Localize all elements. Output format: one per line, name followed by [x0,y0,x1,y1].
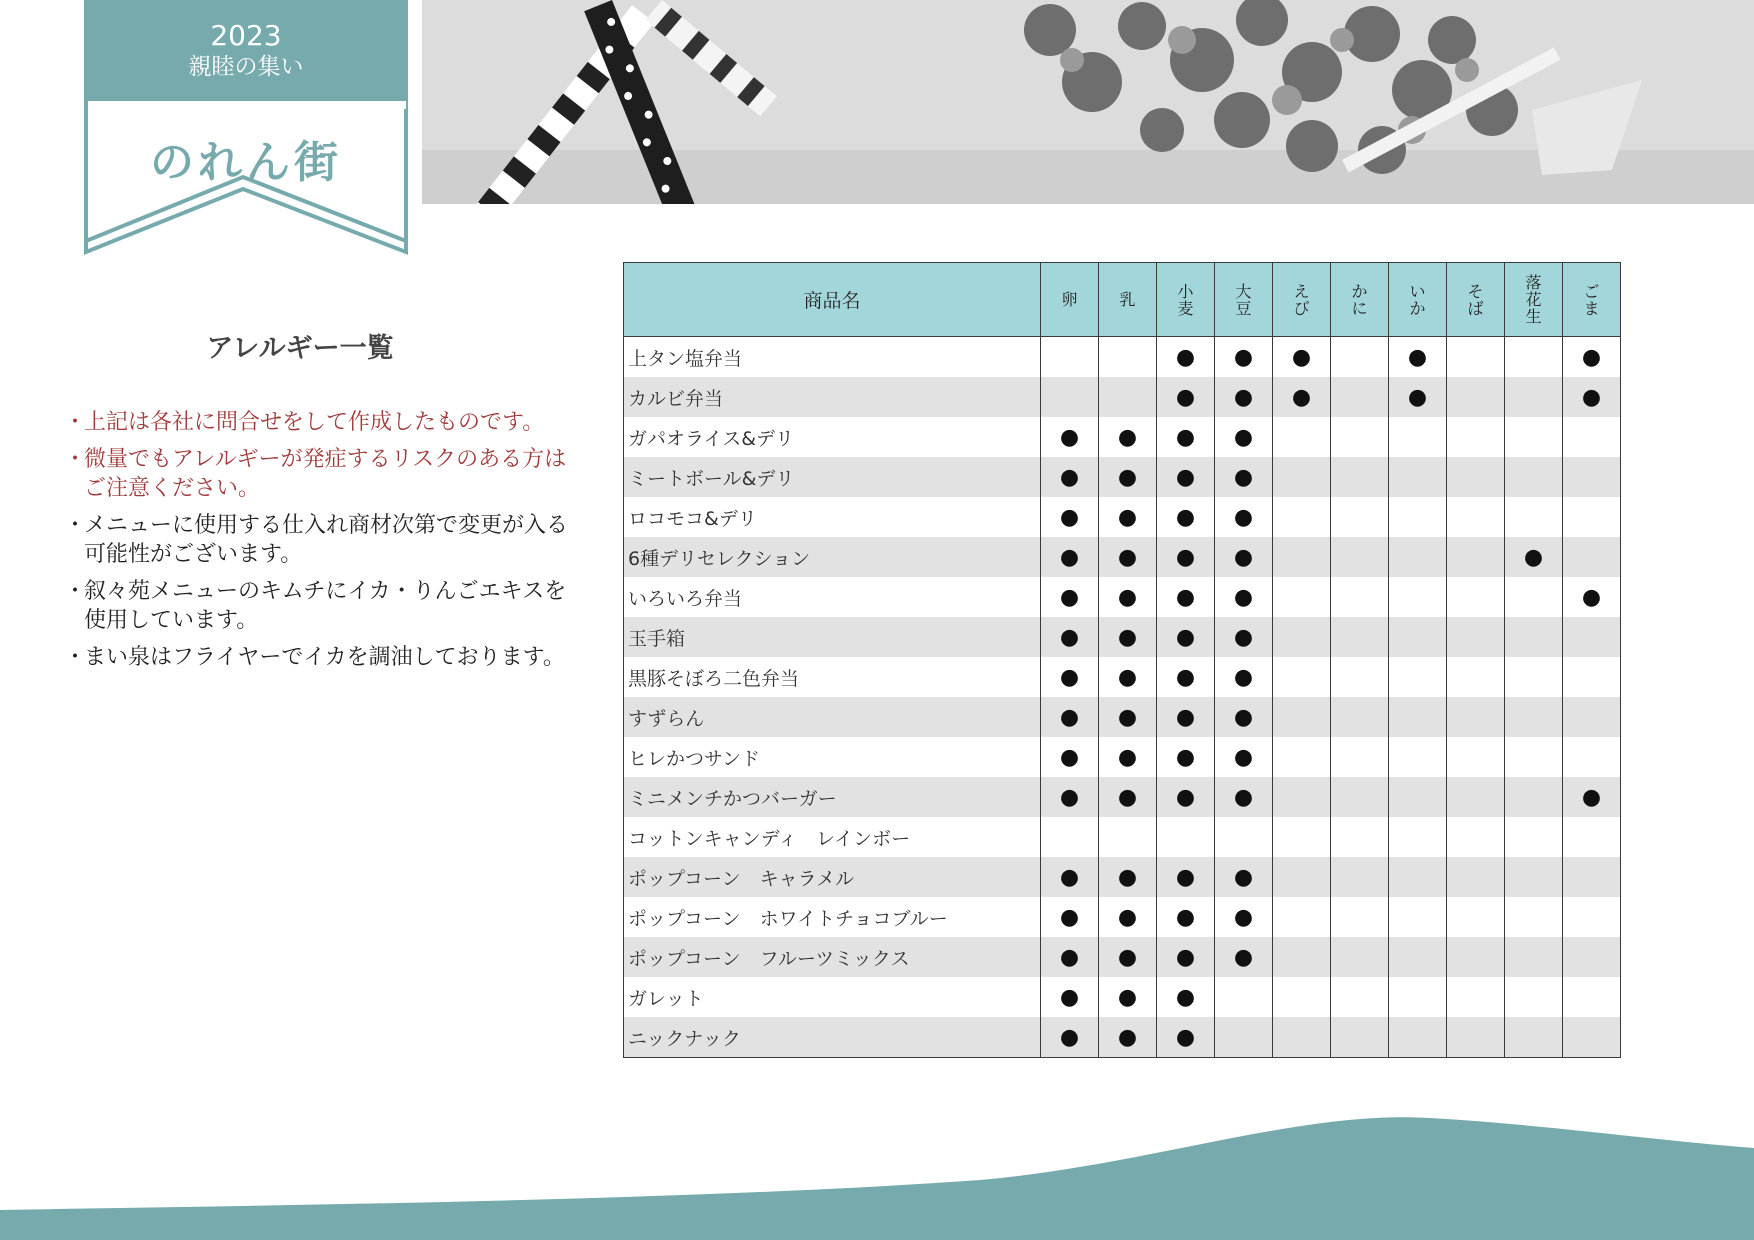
header-photo [382,0,1754,204]
allergen-header: 小麦 [1157,263,1215,337]
allergen-cell [1447,377,1505,417]
product-name-cell: いろいろ弁当 [624,577,1041,617]
allergen-cell: ● [1157,497,1215,537]
allergen-cell: ● [1563,377,1621,417]
allergen-cell: ● [1041,497,1099,537]
allergen-cell [1447,617,1505,657]
table-row [624,737,1621,777]
allergen-cell: ● [1041,937,1099,977]
allergen-cell [1273,657,1331,697]
product-name-cell: 玉手箱 [624,617,1041,657]
table-row [624,337,1621,378]
table-row [624,937,1621,977]
allergen-header: 乳 [1099,263,1157,337]
allergen-cell [1505,817,1563,857]
allergen-header: ごま [1563,263,1621,337]
allergen-cell [1389,1017,1447,1058]
allergen-cell [1563,657,1621,697]
allergen-cell [1273,937,1331,977]
allergen-cell [1447,577,1505,617]
allergen-cell [1447,497,1505,537]
allergen-cell: ● [1099,497,1157,537]
allergen-cell: ● [1099,417,1157,457]
note-item: ・ 上記は各社に問合せをして作成したものです。 [64,410,545,435]
product-name-cell: ポップコーン キャラメル [624,857,1041,897]
allergen-cell [1505,937,1563,977]
allergen-cell [1331,457,1389,497]
allergen-cell [1215,1017,1273,1058]
allergen-cell [1505,737,1563,777]
allergen-cell [1331,857,1389,897]
allergen-header: えび [1273,263,1331,337]
allergen-cell [1505,377,1563,417]
allergen-cell: ● [1389,337,1447,378]
allergen-cell [1041,377,1099,417]
allergen-cell [1273,497,1331,537]
allergen-cell [1331,377,1389,417]
allergen-cell [1273,977,1331,1017]
product-name-cell: コットンキャンディ レインボー [624,817,1041,857]
note-item: ・ まい泉はフライヤーでイカを調油しております。 [64,645,565,670]
allergen-cell: ● [1099,897,1157,937]
allergen-cell: ● [1215,497,1273,537]
allergen-cell: ● [1157,737,1215,777]
allergen-cell [1099,337,1157,378]
straws-popcorn-image [382,0,1754,204]
allergen-cell [1331,1017,1389,1058]
allergen-cell [1041,337,1099,378]
table-row [624,897,1621,937]
allergen-cell [1505,777,1563,817]
allergen-cell [1563,817,1621,857]
allergen-cell [1331,817,1389,857]
allergen-cell: ● [1041,1017,1099,1058]
product-name-cell: ニックナック [624,1017,1041,1058]
product-name-cell: ガパオライス&デリ [624,417,1041,457]
allergen-cell: ● [1215,457,1273,497]
allergen-cell [1331,937,1389,977]
allergen-cell: ● [1215,537,1273,577]
product-name-cell: 黒豚そぼろ二色弁当 [624,657,1041,697]
allergen-cell: ● [1157,337,1215,378]
table-row [624,457,1621,497]
allergen-cell [1447,937,1505,977]
allergen-cell [1273,537,1331,577]
product-name-cell: ポップコーン フルーツミックス [624,937,1041,977]
allergen-cell [1389,577,1447,617]
store-name: のれん街 [150,137,342,188]
allergen-cell: ● [1099,537,1157,577]
allergen-cell: ● [1273,377,1331,417]
allergen-cell [1505,657,1563,697]
table-row [624,817,1621,857]
allergen-cell [1563,897,1621,937]
allergen-cell [1331,337,1389,378]
allergen-cell: ● [1041,617,1099,657]
allergen-cell: ● [1099,977,1157,1017]
allergen-cell: ● [1099,577,1157,617]
allergen-cell [1273,777,1331,817]
table-row [624,577,1621,617]
allergen-cell [1157,817,1215,857]
allergen-cell: ● [1041,977,1099,1017]
product-name-cell: すずらん [624,697,1041,737]
allergen-cell: ● [1215,377,1273,417]
allergen-cell [1273,697,1331,737]
allergen-cell [1389,977,1447,1017]
allergen-cell: ● [1099,697,1157,737]
allergen-cell [1505,897,1563,937]
allergen-cell [1389,617,1447,657]
allergen-cell [1447,857,1505,897]
allergen-cell [1447,897,1505,937]
allergen-cell [1273,897,1331,937]
allergen-cell [1505,857,1563,897]
allergen-cell: ● [1215,417,1273,457]
allergen-cell: ● [1041,457,1099,497]
allergen-cell: ● [1041,857,1099,897]
allergen-cell: ● [1157,1017,1215,1058]
allergen-cell [1563,937,1621,977]
allergen-cell [1447,977,1505,1017]
allergen-cell [1505,457,1563,497]
product-name-cell: ポップコーン ホワイトチョコブルー [624,897,1041,937]
allergen-cell [1389,497,1447,537]
allergen-cell [1447,337,1505,378]
allergen-cell [1389,857,1447,897]
allergen-cell [1447,737,1505,777]
allergen-cell [1389,777,1447,817]
allergen-cell [1563,537,1621,577]
allergen-cell: ● [1273,337,1331,378]
allergen-cell [1563,1017,1621,1058]
allergen-cell [1389,897,1447,937]
table-row [624,377,1621,417]
product-name-cell: ミートボール&デリ [624,457,1041,497]
allergen-cell: ● [1157,417,1215,457]
product-name-cell: ガレット [624,977,1041,1017]
allergen-cell [1331,897,1389,937]
allergen-cell [1215,977,1273,1017]
allergen-cell [1389,817,1447,857]
allergen-cell [1331,617,1389,657]
allergen-cell [1505,577,1563,617]
allergen-cell: ● [1563,577,1621,617]
allergen-cell: ● [1157,857,1215,897]
allergen-cell: ● [1157,617,1215,657]
allergen-cell: ● [1215,777,1273,817]
note-item: ・ 微量でもアレルギーが発症するリスクのある方はご注意ください。 [64,447,567,501]
allergen-cell: ● [1215,897,1273,937]
allergen-cell [1041,817,1099,857]
allergen-cell: ● [1041,417,1099,457]
allergen-cell [1273,617,1331,657]
allergen-cell [1389,737,1447,777]
allergen-header: そば [1447,263,1505,337]
allergen-cell [1447,657,1505,697]
allergen-cell [1389,937,1447,977]
allergen-cell [1563,857,1621,897]
allergen-cell: ● [1563,777,1621,817]
allergy-table-body [624,337,1621,1058]
allergen-cell [1273,817,1331,857]
note-item: ・ 叙々苑メニューのキムチにイカ・りんごエキスを使用しています。 [64,579,567,633]
table-row [624,617,1621,657]
table-row [624,977,1621,1017]
allergen-header: かに [1331,263,1389,337]
allergen-cell: ● [1157,537,1215,577]
allergen-cell: ● [1041,697,1099,737]
allergen-cell [1331,417,1389,457]
allergen-cell [1447,777,1505,817]
allergen-cell: ● [1157,977,1215,1017]
allergen-cell: ● [1041,777,1099,817]
allergen-cell [1389,457,1447,497]
allergen-cell: ● [1563,337,1621,378]
allergen-cell [1389,417,1447,457]
allergen-cell: ● [1215,657,1273,697]
allergen-cell [1099,817,1157,857]
table-row [624,657,1621,697]
allergen-cell: ● [1215,937,1273,977]
event-subtitle: 親睦の集い [188,54,304,80]
table-row [624,537,1621,577]
table-row [624,1017,1621,1058]
product-name-cell: 6種デリセレクション [624,537,1041,577]
allergen-cell [1563,697,1621,737]
allergen-cell [1447,697,1505,737]
allergen-cell: ● [1041,577,1099,617]
allergen-cell [1505,617,1563,657]
allergy-list-title: アレルギー一覧 [206,333,394,364]
allergen-cell: ● [1099,657,1157,697]
product-name-cell: ミニメンチかつバーガー [624,777,1041,817]
allergen-cell: ● [1157,697,1215,737]
allergen-cell [1331,577,1389,617]
allergen-cell: ● [1099,1017,1157,1058]
allergen-cell [1331,737,1389,777]
allergen-cell [1563,977,1621,1017]
allergen-cell: ● [1041,737,1099,777]
allergen-cell [1389,697,1447,737]
allergen-cell: ● [1099,857,1157,897]
allergen-cell [1273,457,1331,497]
product-name-cell: ロコモコ&デリ [624,497,1041,537]
allergen-header: いか [1389,263,1447,337]
allergen-cell [1563,417,1621,457]
allergen-cell [1447,1017,1505,1058]
allergen-cell: ● [1157,937,1215,977]
allergen-cell: ● [1389,377,1447,417]
allergen-cell [1505,1017,1563,1058]
allergen-cell [1331,537,1389,577]
allergen-cell [1563,457,1621,497]
allergen-cell [1505,697,1563,737]
allergen-cell: ● [1041,657,1099,697]
allergen-cell [1215,817,1273,857]
event-banner [84,0,408,101]
allergen-cell: ● [1215,697,1273,737]
allergen-cell [1331,657,1389,697]
allergy-table [623,262,1621,1058]
allergen-cell: ● [1505,537,1563,577]
allergen-cell: ● [1099,937,1157,977]
allergen-cell [1563,737,1621,777]
allergen-cell [1505,417,1563,457]
note-item: ・ メニューに使用する仕入れ商材次第で変更が入る可能性がございます。 [64,513,569,567]
allergen-cell: ● [1215,577,1273,617]
footer-wave [0,1100,1754,1240]
table-row [624,417,1621,457]
allergen-cell [1099,377,1157,417]
allergen-cell [1331,497,1389,537]
table-header-row [624,263,1621,337]
allergen-header: 卵 [1041,263,1099,337]
allergen-cell: ● [1157,897,1215,937]
table-row [624,697,1621,737]
product-name-cell: 上タン塩弁当 [624,337,1041,378]
allergen-cell [1447,817,1505,857]
allergen-cell [1505,497,1563,537]
allergen-cell: ● [1157,777,1215,817]
allergen-cell: ● [1157,377,1215,417]
allergen-cell [1389,657,1447,697]
product-name-header: 商品名 [624,263,1041,337]
allergen-cell [1563,497,1621,537]
allergen-cell: ● [1041,537,1099,577]
allergen-cell [1331,977,1389,1017]
allergen-header: 大豆 [1215,263,1273,337]
allergen-cell [1273,857,1331,897]
allergen-cell: ● [1099,737,1157,777]
allergen-cell [1505,977,1563,1017]
allergen-cell: ● [1041,897,1099,937]
allergen-cell [1447,417,1505,457]
allergen-cell: ● [1157,657,1215,697]
table-row [624,497,1621,537]
allergen-cell [1273,1017,1331,1058]
table-row [624,777,1621,817]
event-year: 2023 [210,19,282,52]
allergen-cell [1563,617,1621,657]
allergen-cell [1273,417,1331,457]
notes-list [60,408,580,680]
allergen-cell [1447,537,1505,577]
allergen-cell [1505,337,1563,378]
allergen-cell [1389,537,1447,577]
product-name-cell: ヒレかつサンド [624,737,1041,777]
allergen-cell: ● [1215,617,1273,657]
allergen-cell: ● [1157,577,1215,617]
allergen-cell: ● [1099,777,1157,817]
allergen-cell: ● [1099,457,1157,497]
allergen-cell [1331,697,1389,737]
allergen-cell: ● [1215,857,1273,897]
allergen-cell [1447,457,1505,497]
table-row [624,857,1621,897]
allergen-header: 落花生 [1505,263,1563,337]
allergen-cell [1273,737,1331,777]
allergen-cell: ● [1157,457,1215,497]
allergen-cell: ● [1099,617,1157,657]
allergen-cell: ● [1215,337,1273,378]
allergen-cell [1331,777,1389,817]
allergen-cell: ● [1215,737,1273,777]
allergen-cell [1273,577,1331,617]
product-name-cell: カルビ弁当 [624,377,1041,417]
